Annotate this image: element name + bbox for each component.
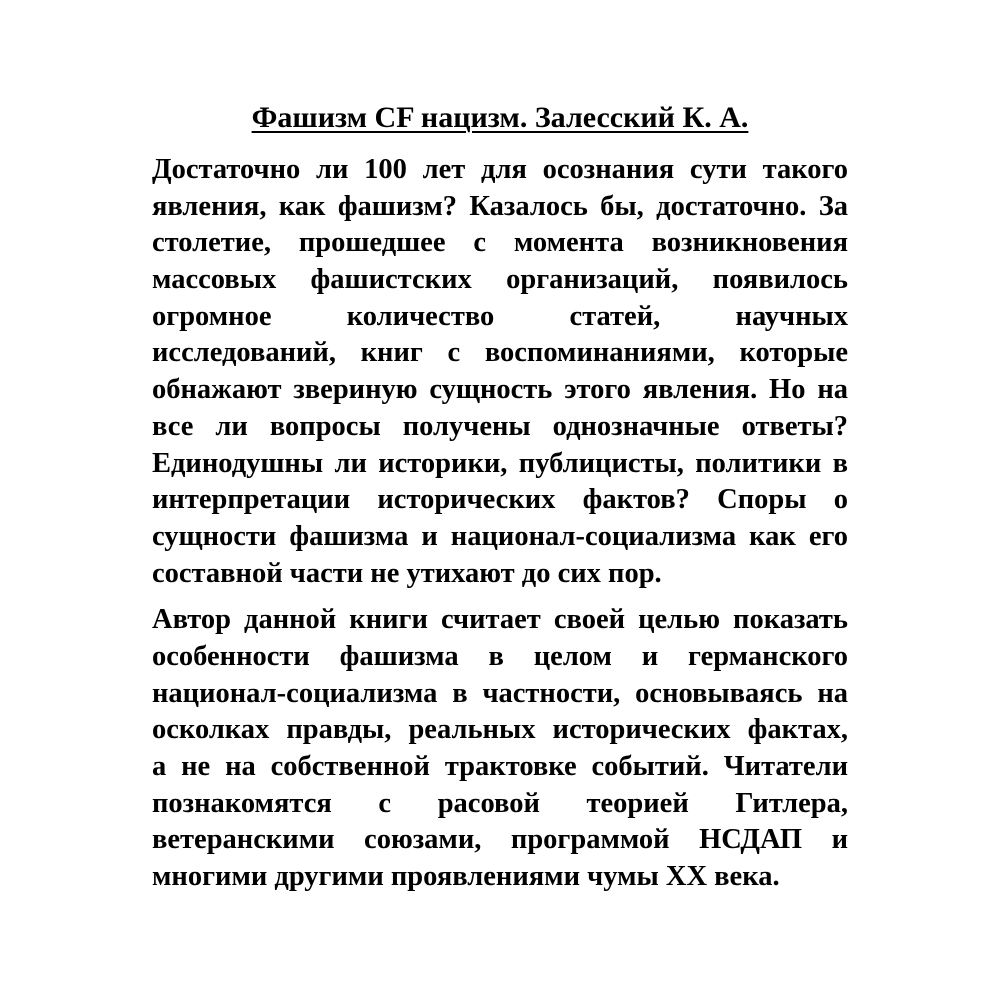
text-line: осколках правды, реальных исторических фактах, xyxy=(152,714,848,746)
text-line: познакомятся с расовой теорией Гитлера, xyxy=(152,787,848,819)
text-line: исследований, книг с воспоминаниями, которые xyxy=(152,337,848,369)
text-line: огромное количество статей, научных xyxy=(152,300,848,332)
paragraph-2 xyxy=(152,602,848,896)
text-line: национал-социализма в частности, основываясь на xyxy=(152,677,848,709)
text-line: массовых фашистских организаций, появилось xyxy=(152,264,848,296)
text-line: составной части не утихают до сих пор. xyxy=(152,557,662,589)
text-line: многими другими проявлениями чумы XX века. xyxy=(152,861,780,893)
text-line: явления, как фашизм? Казалось бы, достаточно. За xyxy=(152,190,848,222)
text-line: ветеранскими союзами, программой НСДАП и xyxy=(152,824,848,856)
text-line: Достаточно ли 100 лет для осознания сути такого xyxy=(152,154,848,185)
text-line: особенности фашизма в целом и германского xyxy=(152,640,848,672)
text-line: Автор данной книги считает своей целью показать xyxy=(152,604,848,636)
text-line: сущности фашизма и национал-социализма как его xyxy=(152,520,848,552)
text-line: Единодушны ли историки, публицисты, политики в xyxy=(152,447,848,479)
paragraph-spacer xyxy=(152,592,848,602)
text-line: столетие, прошедшее с момента возникновения xyxy=(152,227,848,259)
text-line: а не на собственной трактовке событий. Читатели xyxy=(152,751,848,782)
text-line: интерпретации исторических фактов? Споры о xyxy=(152,484,848,516)
text-line: все ли вопросы получены однозначные ответы? xyxy=(152,410,848,442)
document-title: Фашизм CF нацизм. Залесский К. А. xyxy=(251,101,749,134)
document-body xyxy=(152,152,848,896)
text-line: обнажают звериную сущность этого явления. Но на xyxy=(152,374,848,406)
paragraph-1 xyxy=(152,152,848,592)
